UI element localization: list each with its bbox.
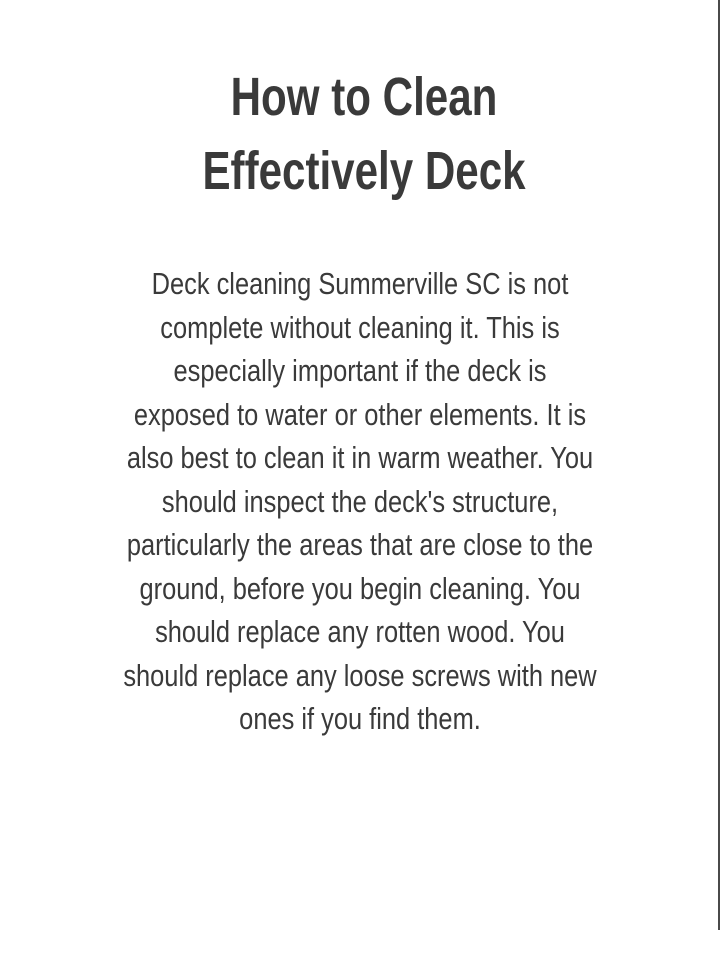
body-paragraph: Deck cleaning Summerville SC is not complete without cleaning it. This is especially important if the deck is exposed to water or other elements. It is also best to clean it in warm weather. You should inspect the deck's structure, particularly the areas that are close to the ground, before you begin cleaning. You should replace any rotten wood. You should replace any loose screws with new ones if you find them. [123, 266, 597, 736]
page-title: How to Clean Effectively Deck [202, 67, 526, 201]
